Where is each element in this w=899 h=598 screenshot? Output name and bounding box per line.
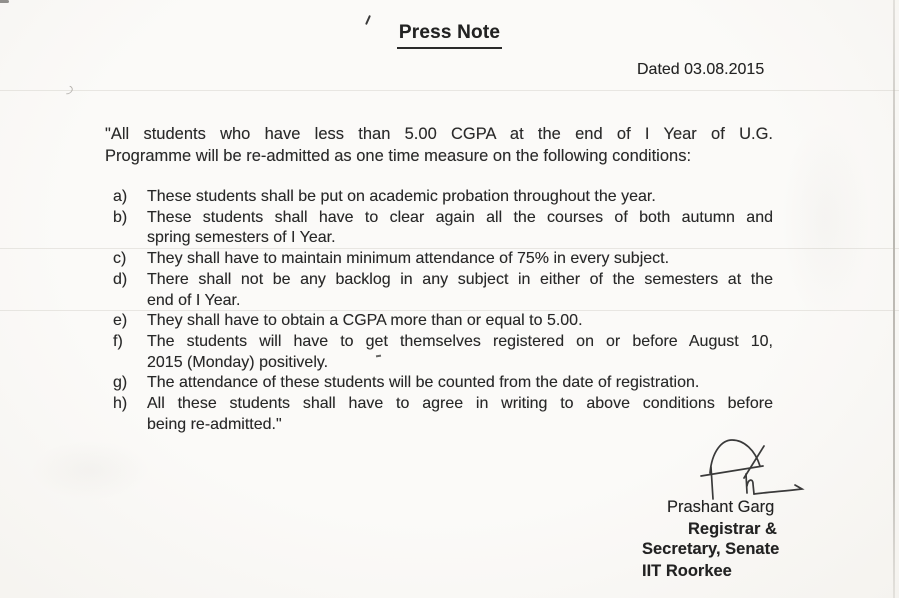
condition-item-b [113,208,773,249]
item-label: a) [113,188,128,205]
condition-item-d [113,270,773,311]
item-text-line: 2015 (Monday) positively. [147,353,329,371]
conditions-list [113,187,773,435]
item-label: f) [113,332,123,350]
item-label: g) [113,374,128,392]
item-text-line: The attendance of these students will be counted from the date of registration. [147,374,700,392]
item-label: e) [113,312,128,330]
title-row [0,22,899,49]
item-text-line: These students shall have to clear again all the courses of both autumn and [147,208,773,226]
item-text-line: spring semesters of I Year. [147,229,336,247]
condition-item-g [113,373,773,394]
date-line: Dated 03.08.2015 [637,61,765,78]
item-text-line: The students will have to get themselves registered on or before August 10, [147,332,773,350]
scan-band-artifact [0,90,899,91]
condition-item-e [113,311,773,332]
item-label: b) [113,208,128,226]
condition-item-f [113,332,773,373]
scan-speck [0,0,9,3]
intro-paragraph [105,124,773,167]
signatory-institute: IIT Roorkee [642,562,732,580]
condition-item-a [113,187,773,208]
signatory-title-1: Registrar & [688,520,777,538]
item-text-line: end of I Year. [147,291,241,309]
scan-smudge [30,440,150,500]
intro-line-1: "All students who have less than 5.00 CGPA at the end of I Year of U.G. [105,125,773,143]
item-text-line: They shall have to obtain a CGPA more than or equal to 5.00. [147,312,583,330]
condition-item-h [113,394,773,435]
signatory-name: Prashant Garg [667,498,775,516]
scan-smudge [780,120,870,320]
signatory-title-2: Secretary, Senate [642,540,780,558]
item-text-line: There shall not be any backlog in any subject in either of the semesters at the [147,270,773,288]
item-label: d) [113,270,128,288]
item-text-line: All these students shall have to agree in writing to above conditions before [147,395,773,413]
condition-item-c [113,249,773,270]
intro-line-2: Programme will be re-admitted as one time measure on the following conditions: [105,146,692,165]
item-text-line: being re-admitted." [147,415,282,433]
document-title: Press Note [397,22,502,49]
item-label: c) [113,250,127,268]
handwritten-signature-drawing [685,438,810,502]
item-text-line: They shall have to maintain minimum attendance of 75% in every subject. [147,250,670,268]
item-label: h) [113,395,128,413]
item-text-line: These students shall be put on academic probation throughout the year. [147,188,656,205]
scan-speck [62,84,75,96]
